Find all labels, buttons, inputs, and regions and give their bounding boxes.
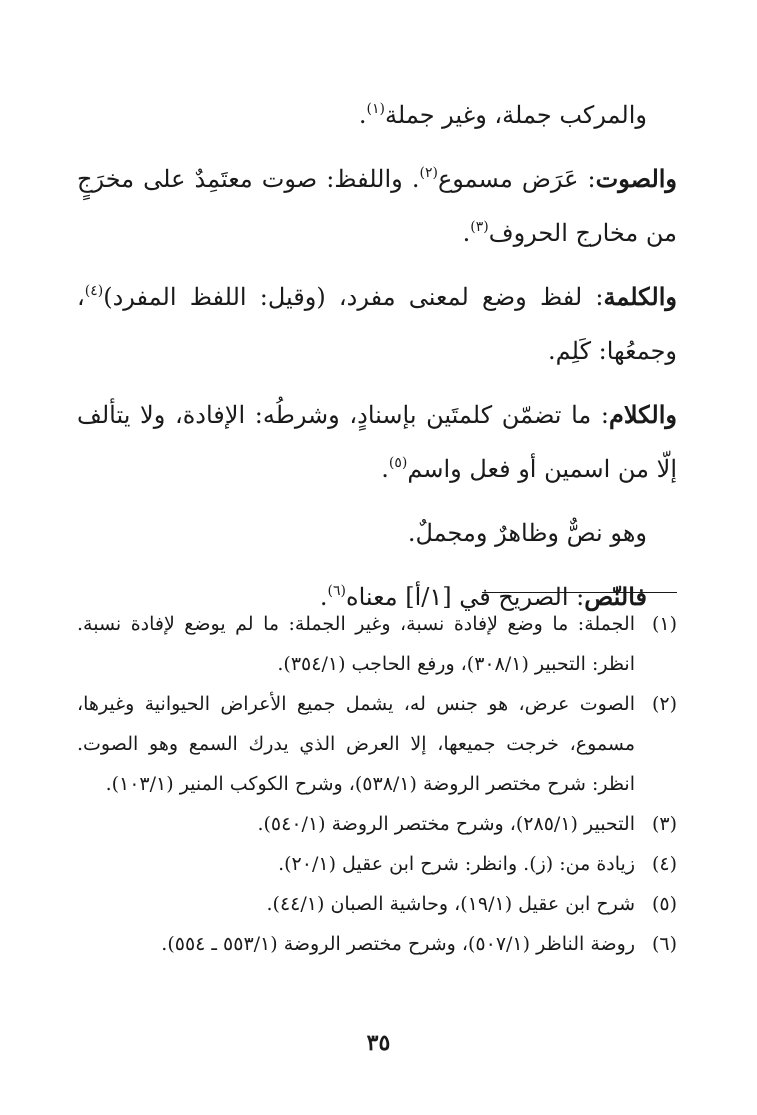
footnote-number: (٣) <box>651 813 677 835</box>
term-heading: والكلام <box>608 400 677 429</box>
paragraph-text: . واللفظ: صوت معتَمِدٌ على مخرَجٍ من مخارج الحروف <box>77 165 677 247</box>
footnote-number: (٤) <box>651 853 677 875</box>
page-number: ٣٥ <box>366 1030 391 1056</box>
footnote-number: (٥) <box>651 893 677 915</box>
paragraph-text: والمركب جملة، وغير جملة <box>385 101 647 129</box>
footnote-item <box>77 844 677 884</box>
paragraph-text: . <box>462 219 471 247</box>
footnote-ref[interactable]: (٣) <box>470 219 489 235</box>
footnotes-section <box>77 604 677 964</box>
paragraph-text: . <box>358 101 367 129</box>
paragraph-text: : الصريح في [١/أ] معناه <box>346 583 585 611</box>
footnote-text: زيادة من: (ز). وانظر: شرح ابن عقيل (٢٠/١). <box>278 853 635 875</box>
term-heading: فالنّص <box>584 582 647 611</box>
footnote-text: شرح ابن عقيل (١٩/١)، وحاشية الصبان (٤٤/١). <box>266 893 635 915</box>
footnote-text: روضة الناظر (٥٠٧/١)، وشرح مختصر الروضة (٥٥٣/١ ـ ٥٥٤). <box>161 933 635 955</box>
footnote-ref[interactable]: (١) <box>366 101 386 117</box>
footnote-divider <box>482 592 677 593</box>
term-heading: والصوت <box>595 164 678 193</box>
footnote-item <box>77 604 677 684</box>
footnote-item <box>77 884 677 924</box>
paragraph-text: وهو نصٌّ وظاهرٌ ومجملٌ. <box>407 519 647 547</box>
footnote-text: الصوت عرض، هو جنس له، يشمل جميع الأعراض الحيوانية وغيرها، مسموع، خرجت جميعها، إلا العرض الذي يدرك السمع وهو الصوت. انظر: شرح مختصر الروضة (٥٣٨/١)، وشرح الكوكب المنير (١٠٣/١). <box>77 693 635 795</box>
footnote-item <box>77 804 677 844</box>
paragraph-text: : ما تضمّن كلمتَين بإسنادٍ، وشرطُه: الإفادة، ولا يتألف إلّا من اسمين أو فعل واسم <box>77 401 677 483</box>
paragraph-text: . <box>381 455 389 483</box>
footnote-ref[interactable]: (٤) <box>84 283 104 299</box>
paragraph-text: . <box>319 583 328 611</box>
paragraph-sound <box>77 152 677 260</box>
paragraph-text: : لفظ وضع لمعنى مفرد، (وقيل: اللفظ المفرد) <box>103 283 604 311</box>
paragraph-text: : عَرَض مسموع <box>437 165 596 193</box>
footnote-text: الجملة: ما وضع لإفادة نسبة، وغير الجملة: ما لم يوضع لإفادة نسبة. انظر: التحبير (٣٠٨/١)، ورفع الحاجب (٣٥٤/١). <box>77 613 635 675</box>
paragraph-speech <box>77 388 677 496</box>
paragraph-word <box>77 270 677 378</box>
footnote-text: التحبير (٢٨٥/١)، وشرح مختصر الروضة (٥٤٠/١). <box>257 813 635 835</box>
footnote-ref[interactable]: (٦) <box>327 583 347 599</box>
footnote-number: (١) <box>651 613 677 635</box>
paragraph-types <box>77 506 677 560</box>
term-heading: والكلمة <box>603 282 677 311</box>
footnote-ref[interactable]: (٥) <box>388 455 408 471</box>
footnote-ref[interactable]: (٢) <box>419 165 438 181</box>
paragraph-text: ، وجمعُها: كَلِم. <box>77 283 677 365</box>
footnote-item <box>77 684 677 804</box>
footnote-item <box>77 924 677 964</box>
main-text <box>77 88 677 634</box>
paragraph-compound <box>77 88 677 142</box>
footnote-number: (٢) <box>651 693 677 715</box>
footnote-number: (٦) <box>651 933 677 955</box>
